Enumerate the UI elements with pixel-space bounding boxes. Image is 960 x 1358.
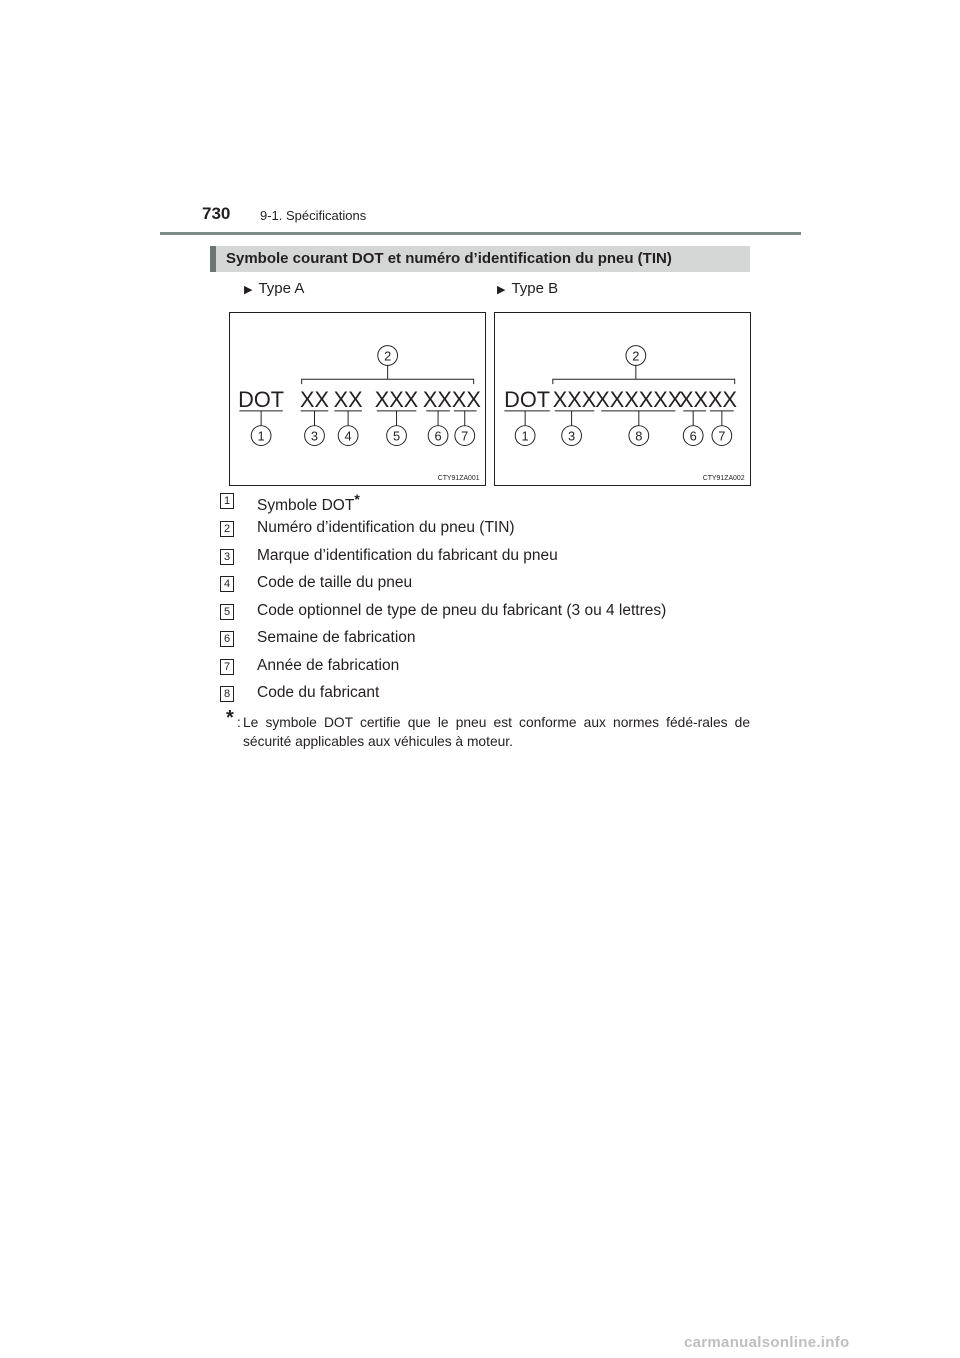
token-xxxx: XXXX xyxy=(422,386,481,412)
legend-item xyxy=(220,600,760,622)
legend-text: Année de fabrication xyxy=(257,657,400,674)
tin-bracket xyxy=(302,379,474,384)
figure-type-b xyxy=(494,312,751,486)
figure-code: CTY91ZA001 xyxy=(437,475,480,483)
figure-code: CTY91ZA002 xyxy=(702,475,745,483)
legend-number: 4 xyxy=(220,576,234,592)
page-number: 730 xyxy=(202,204,231,223)
legend-text: Marque d’identification du fabricant du pneu xyxy=(257,547,558,564)
footnote-colon: : xyxy=(237,715,241,730)
type-a-text: Type A xyxy=(258,280,305,297)
callout-label: 1 xyxy=(521,428,529,444)
callout-label: 6 xyxy=(434,428,442,444)
footnote-star: * xyxy=(226,707,234,729)
triangle-bullet-icon: ▶ xyxy=(244,284,253,296)
legend-item xyxy=(220,489,760,514)
section-title: 9-1. Spécifications xyxy=(260,208,367,223)
type-b-label xyxy=(497,280,558,297)
legend-number: 5 xyxy=(220,604,234,620)
token-xxxxxx: XXXXXX xyxy=(595,386,683,412)
legend-item xyxy=(220,572,760,594)
triangle-bullet-icon: ▶ xyxy=(497,284,506,296)
callout-label: 5 xyxy=(392,428,401,444)
legend-text: Symbole DOT* xyxy=(257,491,360,514)
legend-number: 1 xyxy=(220,493,234,509)
token-xxx: XXX xyxy=(552,386,597,412)
asterisk-mark: * xyxy=(354,491,360,507)
token-dot: DOT xyxy=(238,386,285,412)
footnote xyxy=(226,707,750,751)
token-dot: DOT xyxy=(504,386,551,412)
legend-number: 6 xyxy=(220,631,234,647)
legend-item xyxy=(220,655,760,677)
footnote-text: Le symbole DOT certifie que le pneu est conforme aux normes fédé-rales de sécurité applicables aux véhicules à moteur. xyxy=(243,715,750,749)
token-xxx: XXX xyxy=(374,386,419,412)
legend-text: Numéro d’identification du pneu (TIN) xyxy=(257,519,515,536)
heading-text: Symbole courant DOT et numéro d’identification du pneu (TIN) xyxy=(226,250,672,267)
callout-label: 2 xyxy=(384,348,392,364)
legend-text: Code optionnel de type de pneu du fabricant (3 ou 4 lettres) xyxy=(257,602,667,619)
legend-text: Code de taille du pneu xyxy=(257,574,413,591)
legend-item xyxy=(220,517,760,539)
legend-number: 2 xyxy=(220,521,234,537)
callout-label: 1 xyxy=(257,428,265,444)
token-xx-2: XX xyxy=(333,386,363,412)
legend-number: 7 xyxy=(220,659,234,675)
token-xxxx: XXXX xyxy=(679,386,738,412)
callout-label: 7 xyxy=(718,428,726,444)
figure-type-a xyxy=(229,312,486,486)
callout-label: 6 xyxy=(689,428,697,444)
callout-label: 8 xyxy=(635,428,643,444)
legend-text: Code du fabricant xyxy=(257,684,380,701)
legend-item xyxy=(220,627,760,649)
legend-item xyxy=(220,545,760,567)
callout-label: 3 xyxy=(310,428,319,444)
legend-item xyxy=(220,682,760,704)
callout-label: 3 xyxy=(568,428,576,444)
type-b-text: Type B xyxy=(511,280,559,297)
heading-bar xyxy=(210,246,750,272)
tin-bracket xyxy=(553,379,735,384)
type-a-label xyxy=(244,280,304,297)
callout-label: 2 xyxy=(632,348,640,364)
legend-number: 3 xyxy=(220,549,234,565)
header-rule xyxy=(160,232,801,235)
watermark: carmanualsonline.info xyxy=(684,1334,850,1351)
callout-label: 7 xyxy=(461,428,469,444)
callout-label: 4 xyxy=(344,428,352,444)
legend-text: Semaine de fabrication xyxy=(257,629,416,646)
legend-number: 8 xyxy=(220,686,234,702)
token-xx-1: XX xyxy=(300,386,329,412)
